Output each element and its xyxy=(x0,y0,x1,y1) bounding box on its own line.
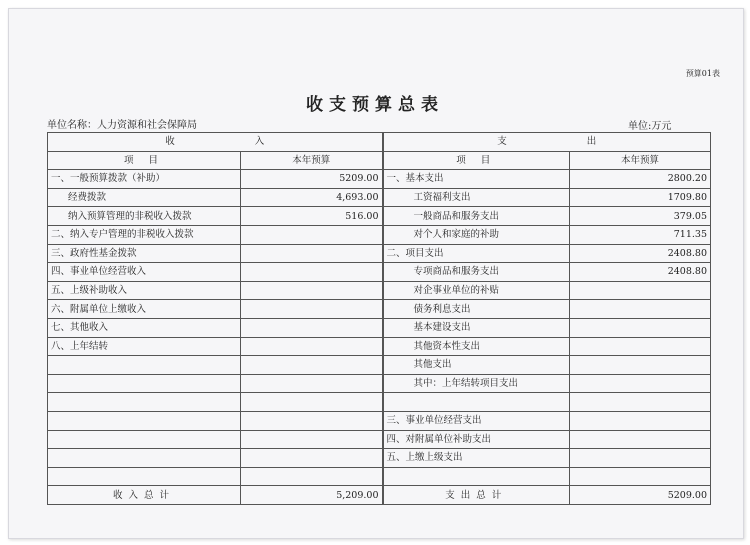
income-group-char-2: 入 xyxy=(254,136,265,148)
expense-total-label: 支出总计 xyxy=(383,486,570,505)
income-value xyxy=(241,244,383,263)
income-value xyxy=(241,411,383,430)
table-row xyxy=(48,430,711,449)
table-row xyxy=(48,300,711,319)
income-value: 5209.00 xyxy=(241,170,383,189)
expense-value xyxy=(570,337,711,356)
income-item-header: 项 目 xyxy=(48,151,241,170)
income-total-value: 5,209.00 xyxy=(241,486,383,505)
expense-total-value: 5209.00 xyxy=(570,486,711,505)
expense-budget-header: 本年预算 xyxy=(570,151,711,170)
expense-value: 711.35 xyxy=(570,225,711,244)
income-group-header xyxy=(48,133,383,152)
table-row xyxy=(48,263,711,282)
income-value xyxy=(241,467,383,486)
income-item: 八、上年结转 xyxy=(48,337,241,356)
expense-value: 1709.80 xyxy=(570,188,711,207)
income-value xyxy=(241,449,383,468)
expense-value: 379.05 xyxy=(570,207,711,226)
income-item: 一、一般预算拨款（补助） xyxy=(48,170,241,189)
expense-value xyxy=(570,300,711,319)
income-value xyxy=(241,263,383,282)
expense-item: 一、基本支出 xyxy=(383,170,570,189)
income-item: 四、事业单位经营收入 xyxy=(48,263,241,282)
expense-group-header xyxy=(383,133,711,152)
income-group-char-1: 收 xyxy=(165,136,175,148)
income-item: 经费拨款 xyxy=(48,188,241,207)
table-row xyxy=(48,449,711,468)
column-header-row xyxy=(48,151,711,170)
expense-item: 其他支出 xyxy=(383,356,570,375)
expense-value xyxy=(570,411,711,430)
expense-value xyxy=(570,318,711,337)
expense-item xyxy=(383,393,570,412)
income-value: 4,693.00 xyxy=(241,188,383,207)
expense-value xyxy=(570,467,711,486)
income-value xyxy=(241,393,383,412)
income-item xyxy=(48,356,241,375)
table-row xyxy=(48,244,711,263)
expense-item: 四、对附属单位补助支出 xyxy=(383,430,570,449)
expense-item: 工资福利支出 xyxy=(383,188,570,207)
expense-group-char-1: 支 xyxy=(497,136,507,148)
expense-item xyxy=(383,467,570,486)
income-value xyxy=(241,374,383,393)
expense-item: 其中：上年结转项目支出 xyxy=(383,374,570,393)
currency-unit: 单位:万元 xyxy=(628,121,672,132)
expense-value xyxy=(570,449,711,468)
expense-value xyxy=(570,281,711,300)
expense-item: 五、上缴上级支出 xyxy=(383,449,570,468)
table-row xyxy=(48,207,711,226)
expense-value xyxy=(570,393,711,412)
income-item: 六、附属单位上缴收入 xyxy=(48,300,241,319)
income-total-label: 收入总计 xyxy=(48,486,241,505)
income-budget-header: 本年预算 xyxy=(241,151,383,170)
table-row xyxy=(48,281,711,300)
group-header-row xyxy=(48,133,711,152)
income-item xyxy=(48,411,241,430)
expense-item: 对企事业单位的补贴 xyxy=(383,281,570,300)
expense-item: 对个人和家庭的补助 xyxy=(383,225,570,244)
table-row xyxy=(48,170,711,189)
income-item: 五、上级补助收入 xyxy=(48,281,241,300)
table-row xyxy=(48,225,711,244)
table-row xyxy=(48,337,711,356)
income-value xyxy=(241,281,383,300)
income-value xyxy=(241,356,383,375)
income-item: 二、纳入专户管理的非税收入拨款 xyxy=(48,225,241,244)
expense-group-char-2: 出 xyxy=(586,136,597,148)
income-value xyxy=(241,430,383,449)
income-item: 三、政府性基金拨款 xyxy=(48,244,241,263)
expense-value: 2800.20 xyxy=(570,170,711,189)
table-row xyxy=(48,318,711,337)
income-value xyxy=(241,337,383,356)
expense-value xyxy=(570,374,711,393)
income-item: 纳入预算管理的非税收入拨款 xyxy=(48,207,241,226)
table-row xyxy=(48,374,711,393)
expense-item: 三、事业单位经营支出 xyxy=(383,411,570,430)
income-item: 七、其他收入 xyxy=(48,318,241,337)
expense-item: 二、项目支出 xyxy=(383,244,570,263)
table-row xyxy=(48,188,711,207)
income-item xyxy=(48,467,241,486)
income-item xyxy=(48,449,241,468)
expense-item: 其他资本性支出 xyxy=(383,337,570,356)
table-row xyxy=(48,356,711,375)
income-value: 516.00 xyxy=(241,207,383,226)
budget-table xyxy=(47,132,711,505)
income-value xyxy=(241,318,383,337)
expense-item: 债务利息支出 xyxy=(383,300,570,319)
income-item xyxy=(48,393,241,412)
income-item xyxy=(48,430,241,449)
income-value xyxy=(241,300,383,319)
table-row xyxy=(48,467,711,486)
page-title: 收支预算总表 xyxy=(306,95,444,115)
income-item xyxy=(48,374,241,393)
expense-item: 基本建设支出 xyxy=(383,318,570,337)
unit-name: 单位名称：人力资源和社会保障局 xyxy=(47,120,197,131)
expense-value: 2408.80 xyxy=(570,263,711,282)
expense-value xyxy=(570,430,711,449)
expense-value xyxy=(570,356,711,375)
expense-item: 一般商品和服务支出 xyxy=(383,207,570,226)
totals-row xyxy=(48,486,711,505)
income-value xyxy=(241,225,383,244)
form-number: 预算01表 xyxy=(685,69,720,78)
table-row xyxy=(48,411,711,430)
expense-item-header: 项 目 xyxy=(383,151,570,170)
expense-value: 2408.80 xyxy=(570,244,711,263)
expense-item: 专项商品和服务支出 xyxy=(383,263,570,282)
table-row xyxy=(48,393,711,412)
